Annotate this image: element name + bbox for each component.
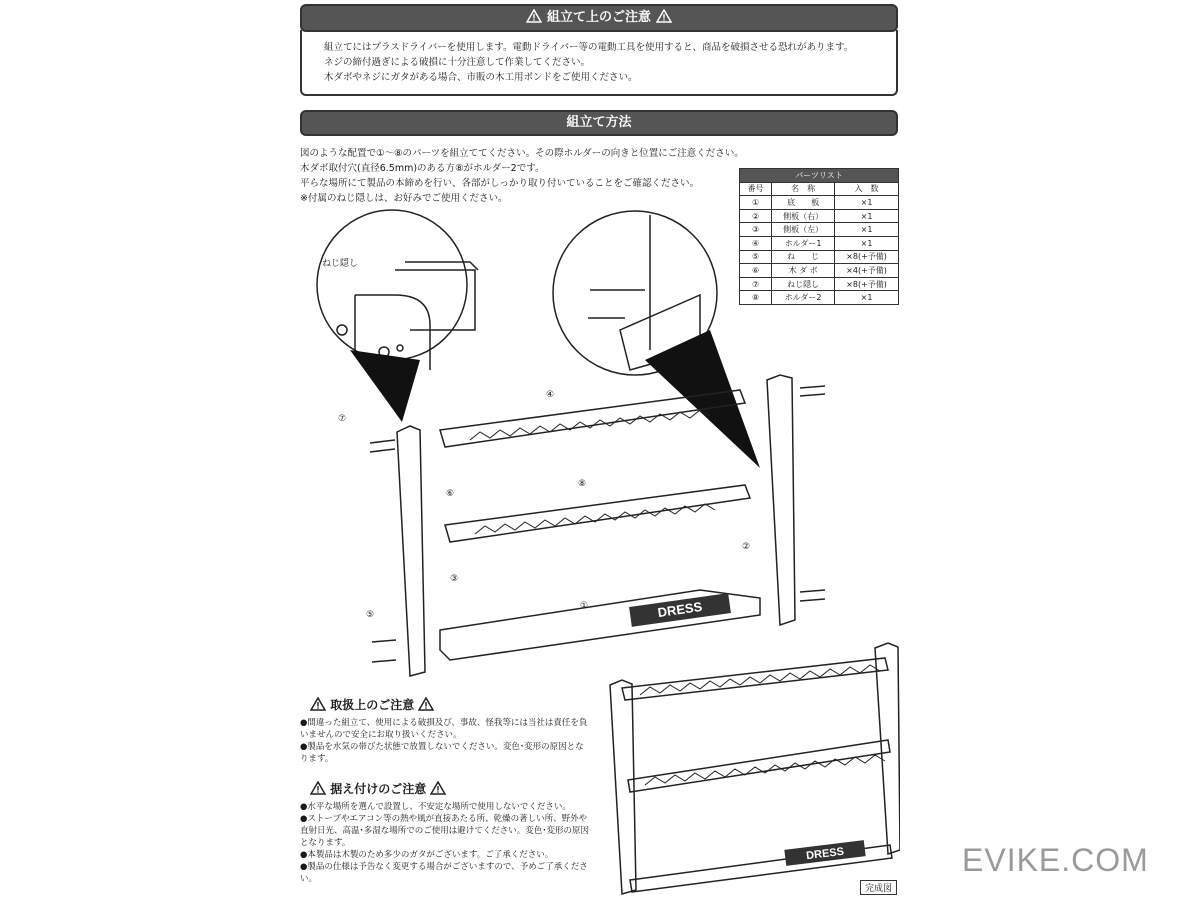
parts-header: 番号 <box>740 182 772 196</box>
parts-header: 入 数 <box>835 182 899 196</box>
handling-title: 取扱上のご注意 <box>330 698 415 712</box>
completed-diagram <box>600 640 900 895</box>
handling-item: ●製品を水気の帯びた状態で放置しないでください。変色･変形の原因となります。 <box>300 742 584 764</box>
part-number: ① <box>740 196 772 210</box>
method-line: ※付属のねじ隠しは、お好みでご使用ください。 <box>300 193 508 204</box>
part-number: ④ <box>740 236 772 250</box>
holder-2 <box>445 485 750 542</box>
warning-icon <box>310 781 326 795</box>
method-line: 木ダボ取付穴(直径6.5mm)のある方⑧がホルダー2です。 <box>300 163 545 174</box>
warning-icon <box>430 781 446 795</box>
side-panel-right <box>767 375 795 625</box>
assembly-caution-banner <box>300 4 898 32</box>
installation-item: ●製品の仕様は予告なく変更する場合がございますので、予めご了承ください。 <box>300 862 588 884</box>
callout-6: ⑥ <box>446 489 455 499</box>
zoom-circle-left <box>317 210 467 360</box>
part-qty: ×4(+予備) <box>835 264 899 278</box>
part-name: 側板（左） <box>772 223 835 237</box>
parts-list-title: パーツリスト <box>740 169 899 183</box>
callout-3: ③ <box>450 574 459 584</box>
part-name: 木 ダ ボ <box>772 264 835 278</box>
completed-label: 完成図 <box>860 880 897 895</box>
part-name: 底 板 <box>772 196 835 210</box>
assembly-method-title: 組立て方法 <box>566 115 632 130</box>
warning-icon <box>310 697 326 711</box>
part-number: ② <box>740 209 772 223</box>
callout-5: ⑤ <box>366 610 375 620</box>
handling-section <box>300 696 592 765</box>
callout-7: ⑦ <box>338 414 347 424</box>
assembly-caution-title: 組立て上のご注意 <box>546 10 651 25</box>
callout-1: ① <box>580 601 589 611</box>
callout-4: ④ <box>546 390 555 400</box>
warning-icon <box>418 697 434 711</box>
part-number: ⑧ <box>740 291 772 305</box>
caution-note: 木ダボやネジにガタがある場合、市販の木工用ボンドをご使用ください。 <box>324 72 638 83</box>
warning-icon <box>526 9 542 23</box>
screw-cover-label: ねじ隠し <box>322 259 359 269</box>
part-number: ⑥ <box>740 264 772 278</box>
assembly-method-banner <box>300 110 898 136</box>
part-qty: ×8(+予備) <box>835 250 899 264</box>
part-name: ホルダー2 <box>772 291 835 305</box>
part-qty: ×1 <box>835 223 899 237</box>
part-name: ね じ <box>772 250 835 264</box>
part-name: ホルダー1 <box>772 236 835 250</box>
installation-item: ●水平な場所を選んで設置し、不安定な場所で使用しないでください。 <box>300 802 571 812</box>
installation-item: ●ストーブやエアコン等の熱や風が直接あたる所、乾燥の著しい所、野外や直射日光、高温･多湿な場所でのご使用は避けてください。変色･変形の原因となります。 <box>300 814 590 848</box>
part-qty: ×1 <box>835 236 899 250</box>
handling-item: ●間違った組立て、使用による破損及び、事故、怪我等には当社は責任を負いませんので安全にお取り扱いください。 <box>300 718 588 740</box>
watermark-text: EVIKE.COM <box>962 842 1149 878</box>
caution-note: ネジの締付過ぎによる破損に十分注意して作業してください。 <box>324 57 591 68</box>
part-qty: ×1 <box>835 291 899 305</box>
installation-section <box>300 780 592 885</box>
zoom-cone-left <box>350 350 420 422</box>
method-instructions <box>300 146 780 206</box>
method-line: 平らな場所にて製品の本締めを行い、各部がしっかり取り付いていることをご確認ください。 <box>300 178 700 189</box>
part-number: ③ <box>740 223 772 237</box>
brand-plate-text: DRESS <box>656 598 704 621</box>
part-name: ねじ隠し <box>772 277 835 291</box>
warning-icon <box>656 9 672 23</box>
part-qty: ×1 <box>835 196 899 210</box>
part-name: 側板（右） <box>772 209 835 223</box>
part-number: ⑤ <box>740 250 772 264</box>
caution-note: 組立てにはプラスドライバーを使用します。電動ドライバー等の電動工具を使用すると、商品を破損させる恐れがあります。 <box>324 42 854 53</box>
callout-2: ② <box>742 542 751 552</box>
part-qty: ×1 <box>835 209 899 223</box>
part-number: ⑦ <box>740 277 772 291</box>
callout-8: ⑧ <box>578 479 587 489</box>
part-qty: ×8(+予備) <box>835 277 899 291</box>
assembly-caution-box <box>300 30 898 96</box>
installation-title: 据え付けのご注意 <box>330 782 427 796</box>
side-panel-left <box>397 426 425 676</box>
installation-item: ●本製品は木製のため多少のガタがございます。ご了承ください。 <box>300 850 554 860</box>
exploded-assembly-diagram <box>300 200 900 680</box>
completed-brand-plate-text: DRESS <box>805 845 845 863</box>
method-line: 図のような配置で①～⑧のパーツを組立ててください。その際ホルダーの向きと位置にご注意ください。 <box>300 148 744 159</box>
parts-header: 名 称 <box>772 182 835 196</box>
